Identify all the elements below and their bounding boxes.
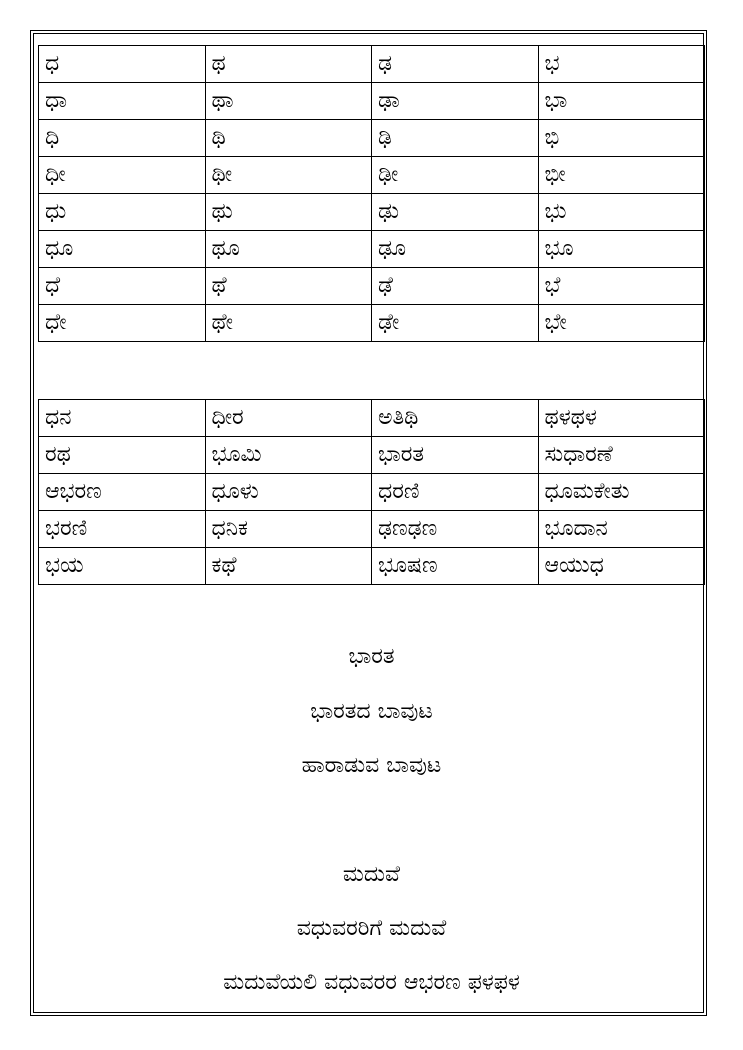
- letter-cell: ಧ: [39, 46, 206, 83]
- letter-cell: ಭಿ: [538, 120, 705, 157]
- word-cell: ಢಣಢಣ: [372, 511, 539, 548]
- sentence-maduveyali-abharana: ಮದುವೆಯಲಿ ವಧುವರರ ಆಭರಣ ಫಳಫಳ: [223, 970, 520, 995]
- letter-cell: ಥೆ: [205, 268, 372, 305]
- letter-row: [39, 83, 705, 120]
- letter-cell: ಭೀ: [538, 157, 705, 194]
- letter-cell: ಧೇ: [39, 305, 206, 342]
- letter-cell: ಭೂ: [538, 231, 705, 268]
- letter-cell: ಭೇ: [538, 305, 705, 342]
- word-cell: ರಥ: [39, 437, 206, 474]
- letter-cell: ಢೆ: [372, 268, 539, 305]
- letter-cell: ಢೇ: [372, 305, 539, 342]
- letter-cell: ಭ: [538, 46, 705, 83]
- word-row: [39, 400, 705, 437]
- word-cell: ಧನ: [39, 400, 206, 437]
- word-cell: ಭೂದಾನ: [538, 511, 705, 548]
- letter-cell: ಧು: [39, 194, 206, 231]
- word-cell: ಭೂಮಿ: [205, 437, 372, 474]
- word-cell: ಸುಧಾರಣೆ: [538, 437, 705, 474]
- letter-cell: ಥ: [205, 46, 372, 83]
- letter-cell: ಢ: [372, 46, 539, 83]
- word-cell: ಭರಣಿ: [39, 511, 206, 548]
- word-row: [39, 548, 705, 585]
- letter-row: [39, 46, 705, 83]
- letter-cell: ಥೇ: [205, 305, 372, 342]
- letter-cell: ಧೂ: [39, 231, 206, 268]
- letter-row: [39, 231, 705, 268]
- letter-cell: ಢಿ: [372, 120, 539, 157]
- letter-row: [39, 268, 705, 305]
- word-cell: ಧೂಮಕೇತು: [538, 474, 705, 511]
- word-row: [39, 437, 705, 474]
- letters-table-body: [39, 46, 705, 342]
- letter-cell: ಭಾ: [538, 83, 705, 120]
- sentence-maduve: ಮದುವೆ: [342, 862, 401, 887]
- word-cell: ಆಯುಧ: [538, 548, 705, 585]
- letter-cell: ಭೆ: [538, 268, 705, 305]
- sentence-bharata: ಭಾರತ: [348, 644, 395, 669]
- letter-row: [39, 305, 705, 342]
- sentence-bharatada-bavuta: ಭಾರತದ ಬಾವುಟ: [310, 699, 433, 724]
- letter-cell: ಧಾ: [39, 83, 206, 120]
- letter-cell: ಧಿ: [39, 120, 206, 157]
- letters-table: [38, 45, 705, 342]
- words-table: [38, 399, 705, 585]
- letter-cell: ಭು: [538, 194, 705, 231]
- sentence-haraduva-bavuta: ಹಾರಾಡುವ ಬಾವುಟ: [301, 753, 442, 778]
- letter-cell: ಢಾ: [372, 83, 539, 120]
- word-cell: ಭೂಷಣ: [372, 548, 539, 585]
- letter-cell: ಢೂ: [372, 231, 539, 268]
- letter-cell: ಥೀ: [205, 157, 372, 194]
- letter-row: [39, 157, 705, 194]
- letter-row: [39, 194, 705, 231]
- word-cell: ಅತಿಥಿ: [372, 400, 539, 437]
- letter-cell: ಢು: [372, 194, 539, 231]
- letter-cell: ಧೀ: [39, 157, 206, 194]
- word-cell: ಧೂಳು: [205, 474, 372, 511]
- word-cell: ಧರಣಿ: [372, 474, 539, 511]
- word-cell: ಭಾರತ: [372, 437, 539, 474]
- letter-cell: ಥು: [205, 194, 372, 231]
- letter-cell: ಥಾ: [205, 83, 372, 120]
- word-cell: ಆಭರಣ: [39, 474, 206, 511]
- word-cell: ಕಥೆ: [205, 548, 372, 585]
- letter-row: [39, 120, 705, 157]
- word-row: [39, 511, 705, 548]
- word-cell: ಥಳಥಳ: [538, 400, 705, 437]
- letter-cell: ಢೀ: [372, 157, 539, 194]
- words-table-body: [39, 400, 705, 585]
- letter-cell: ಧೆ: [39, 268, 206, 305]
- sentence-vadhuvararige-maduve: ವಧುವರರಿಗೆ ಮದುವೆ: [296, 916, 447, 941]
- letter-cell: ಥೂ: [205, 231, 372, 268]
- word-cell: ಧೀರ: [205, 400, 372, 437]
- word-cell: ಭಯ: [39, 548, 206, 585]
- word-cell: ಧನಿಕ: [205, 511, 372, 548]
- letter-cell: ಥಿ: [205, 120, 372, 157]
- word-row: [39, 474, 705, 511]
